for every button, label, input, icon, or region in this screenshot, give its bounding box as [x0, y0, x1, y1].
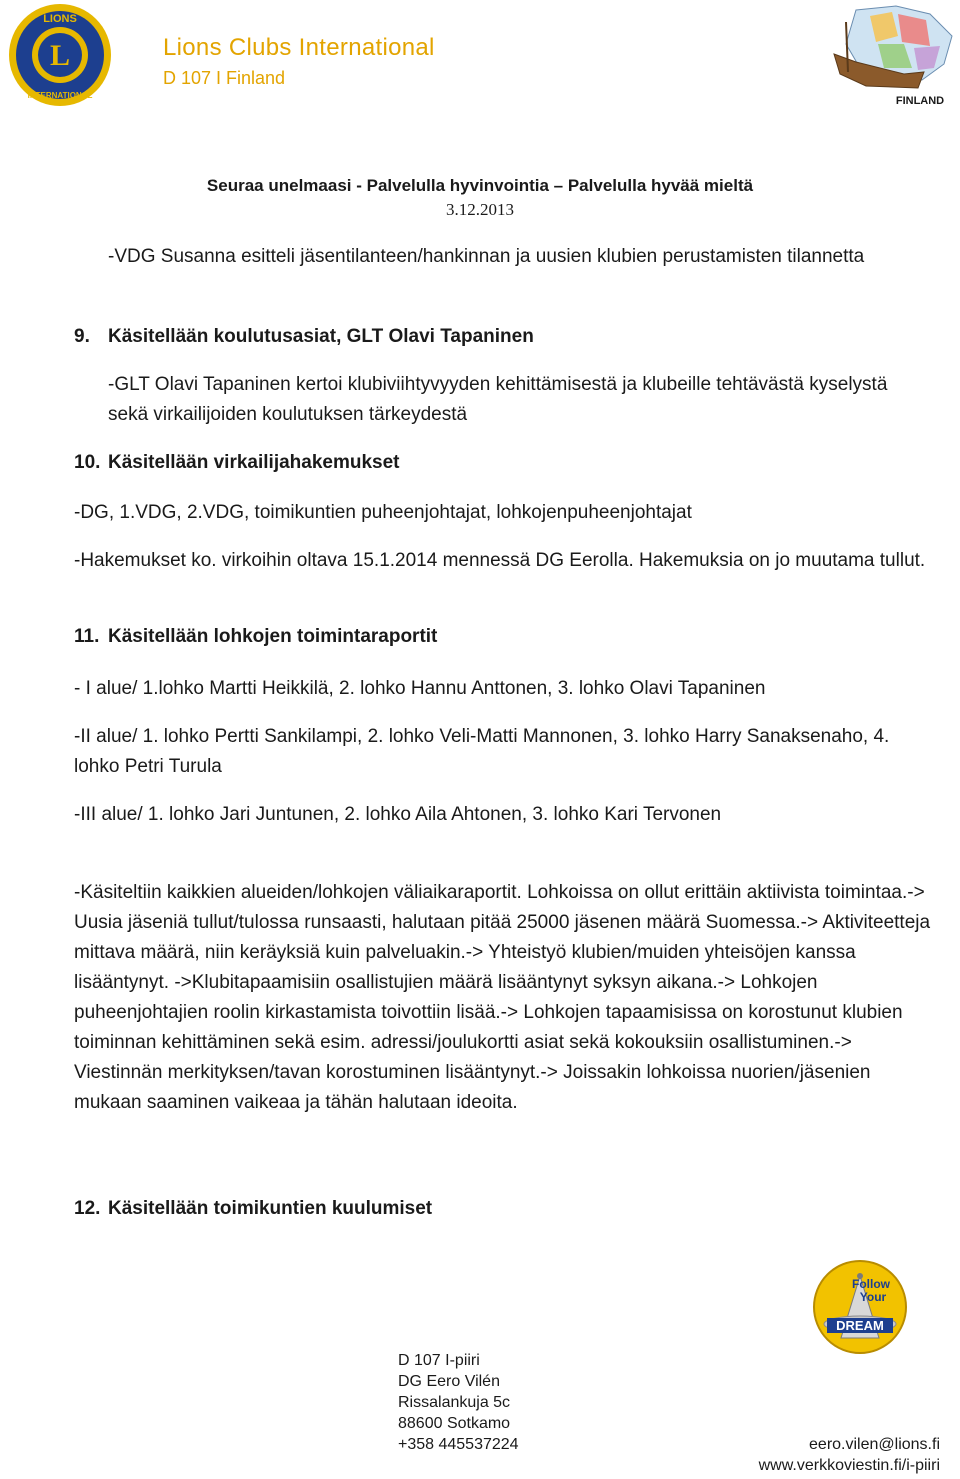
svg-text:L: L [49, 39, 71, 72]
follow-your-dream-badge [811, 1258, 909, 1356]
section-10-heading [74, 448, 400, 478]
section-title: Käsitellään virkailijahakemukset [108, 452, 400, 473]
footer-email[interactable]: eero.vilen@lions.fi [809, 1436, 940, 1453]
badge-text-your: Your [859, 1290, 887, 1304]
section-number: 11. [74, 626, 100, 647]
slogan: Seuraa unelmaasi - Palvelulla hyvinvointia – Palvelulla hyvää mieltä [206, 176, 754, 195]
paragraph-vdg-susanna: -VDG Susanna esitteli jäsentilanteen/hankinnan ja uusien klubien perustamisten tilannetta [108, 246, 865, 267]
section-title: Käsitellään toimikuntien kuulumiset [108, 1198, 433, 1219]
section-11-heading [74, 622, 437, 652]
organization-name: Lions Clubs International [163, 34, 435, 61]
svg-text:LIONS: LIONS [43, 13, 77, 25]
footer-phone: +358 445537224 [398, 1436, 519, 1453]
paragraph-officials: -DG, 1.VDG, 2.VDG, toimikuntien puheenjohtajat, lohkojenpuheenjohtajat [74, 502, 692, 523]
paragraph-area-3: -III alue/ 1. lohko Jari Juntunen, 2. lohko Aila Ahtonen, 3. lohko Kari Tervonen [74, 804, 722, 825]
section-number: 9. [74, 326, 90, 347]
document-date: 3.12.2013 [446, 200, 514, 219]
section-12-heading [74, 1194, 432, 1224]
badge-text-follow: Follow [852, 1277, 890, 1291]
section-title: Käsitellään koulutusasiat, GLT Olavi Tapaninen [108, 326, 534, 347]
footer-name: DG Eero Vilén [398, 1373, 500, 1390]
map-label: FINLAND [895, 95, 945, 106]
section-9-heading [74, 322, 534, 352]
footer-city: 88600 Sotkamo [398, 1415, 511, 1432]
paragraph-area-1: - I alue/ 1.lohko Martti Heikkilä, 2. lohko Hannu Anttonen, 3. lohko Olavi Tapaninen [74, 678, 766, 699]
lions-logo [2, 2, 118, 108]
paragraph-applications: -Hakemukset ko. virkoihin oltava 15.1.2014 mennessä DG Eerolla. Hakemuksia on jo muutama tullut. [74, 550, 926, 571]
svg-text:INTERNATIONAL: INTERNATIONAL [27, 91, 93, 100]
section-title: Käsitellään lohkojen toimintaraportit [108, 626, 438, 647]
district-map-emblem [826, 2, 958, 106]
footer-district: D 107 I-piiri [398, 1352, 480, 1369]
footer-street: Rissalankuja 5c [398, 1394, 511, 1411]
footer-website[interactable]: www.verkkoviestin.fi/i-piiri [758, 1457, 940, 1474]
section-number: 12. [74, 1198, 101, 1219]
badge-text-dream: DREAM [836, 1318, 884, 1333]
section-number: 10. [74, 452, 101, 473]
paragraph-interim-reports: -Käsiteltiin kaikkien alueiden/lohkojen väliaikaraportit. Lohkoissa on ollut erittäin aktiivista toimintaa.-> Uusia jäseniä tullut/tulossa runsaasti, halutaan pitää 25000 jäsenen määrä Suomessa.-> Aktiviteetteja mittava määrä, niin keräyksiä kuin palveluakin.-> Yhteistyö klubien/muiden yhteisöjen kanssa lisääntynyt. ->Klubitapaamisiin osallistujien määrä lisääntynyt syksyn aikana.-> Lohkojen puheenjohtajien roolin kirkastamista toivottiin lisää.-> Lohkojen tapaamisissa on korostunut klubien toiminnan kehittäminen sekä esim. adressi/joulukortti asiat sekä kokouksiin osallistuminen.-> Viestinnän merkityksen/tavan korostuminen lisääntynyt.-> Joissakin lohkoissa nuorien/jäsenien mukaan saaminen vaikeaa ja tähän halutaan ideoita. [74, 882, 931, 1113]
paragraph-area-2: -II alue/ 1. lohko Pertti Sankilampi, 2. lohko Veli-Matti Mannonen, 3. lohko Harry Sanaksenaho, 4. lohko Petri Turula [74, 726, 890, 777]
district-name: D 107 I Finland [163, 68, 286, 88]
paragraph-glt: -GLT Olavi Tapaninen kertoi klubiviihtyvyyden kehittämisestä ja klubeille tehtävästä kyselystä sekä virkailijoiden koulutuksen tärkeydestä [108, 374, 888, 425]
